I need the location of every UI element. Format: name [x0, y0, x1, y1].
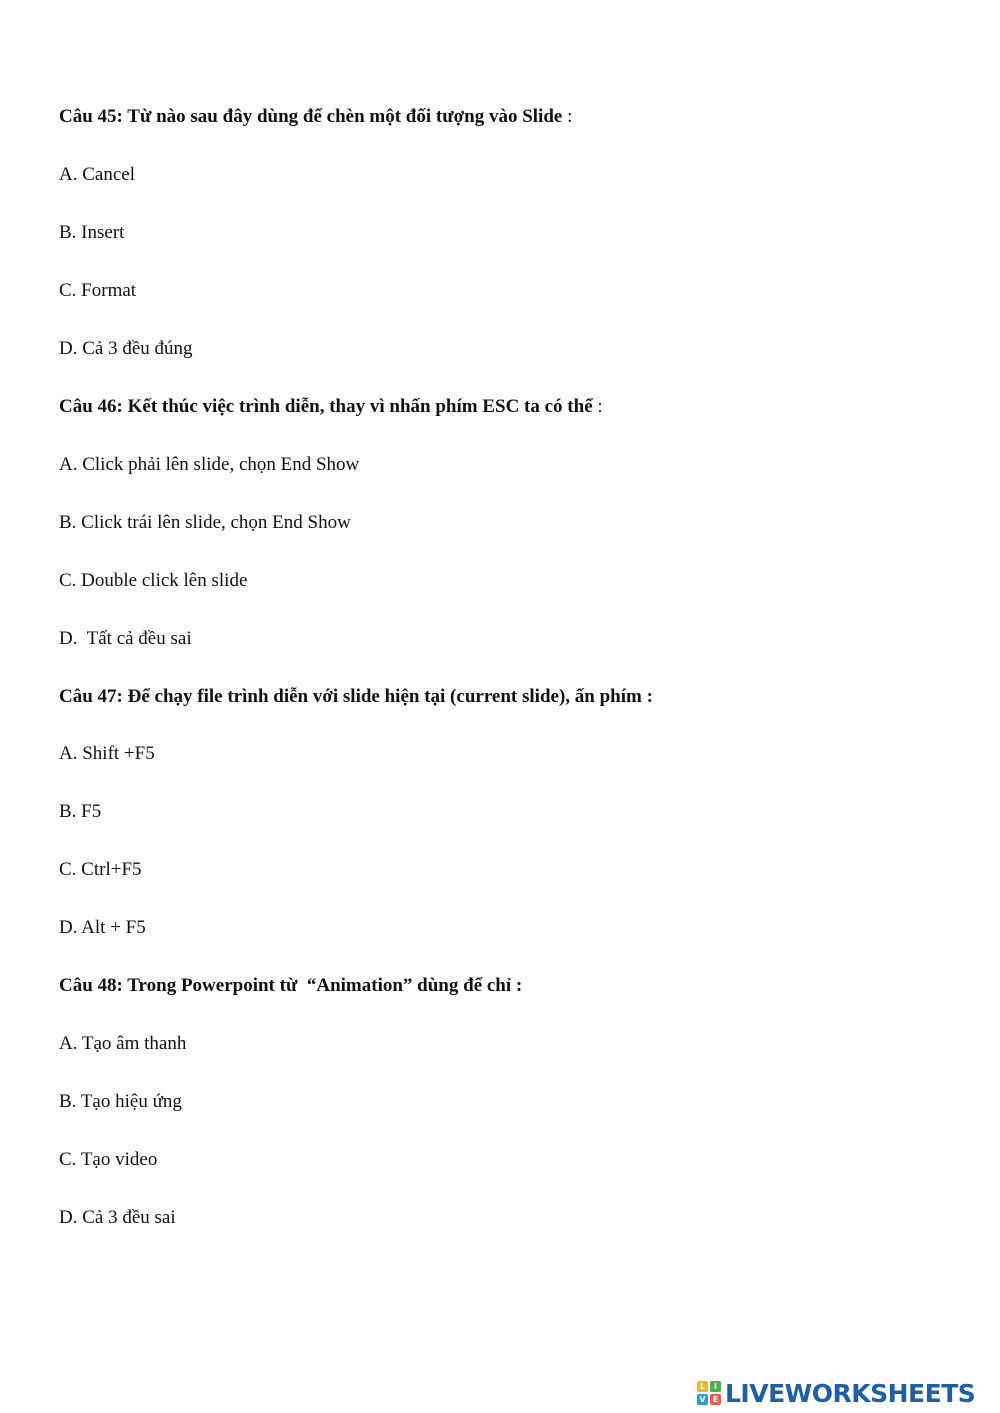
question-48-stem: Câu 48: Trong Powerpoint từ “Animation” dùng để chỉ : — [59, 975, 523, 996]
question-45-option-a: A. Cancel — [59, 164, 135, 185]
question-48-option-a: A. Tạo âm thanh — [59, 1033, 187, 1054]
question-46-option-a: A. Click phải lên slide, chọn End Show — [59, 454, 360, 475]
question-47-option-a: A. Shift +F5 — [59, 743, 155, 764]
question-48-option-b: B. Tạo hiệu ứng — [59, 1091, 182, 1112]
question-47-option-c: C. Ctrl+F5 — [59, 859, 142, 880]
question-47-option-b: B. F5 — [59, 801, 102, 822]
question-48-option-c: C. Tạo video — [59, 1149, 158, 1170]
question-45-option-c: C. Format — [59, 280, 137, 301]
question-48-option-d: D. Cả 3 đều sai — [59, 1207, 176, 1228]
question-47-stem: Câu 47: Để chạy file trình diễn với slide hiện tại (current slide), ấn phím : — [59, 686, 653, 707]
question-47-option-d: D. Alt + F5 — [59, 917, 146, 938]
liveworksheets-logo-icon: L I V E — [697, 1381, 721, 1405]
question-46-stem: Câu 46: Kết thúc việc trình diễn, thay vì nhấn phím ESC ta có thể : — [59, 396, 603, 417]
question-46-option-c: C. Double click lên slide — [59, 570, 248, 591]
liveworksheets-logo — [697, 1377, 975, 1409]
question-45-option-b: B. Insert — [59, 222, 125, 243]
question-45-stem: Câu 45: Từ nào sau đây dùng để chèn một đối tượng vào Slide : — [59, 106, 573, 127]
question-46-option-b: B. Click trái lên slide, chọn End Show — [59, 512, 351, 533]
question-45-option-d: D. Cả 3 đều đúng — [59, 338, 193, 359]
question-46-option-d: D. Tất cả đều sai — [59, 628, 192, 649]
liveworksheets-logo-text: LIVEWORKSHEETS — [725, 1378, 976, 1408]
